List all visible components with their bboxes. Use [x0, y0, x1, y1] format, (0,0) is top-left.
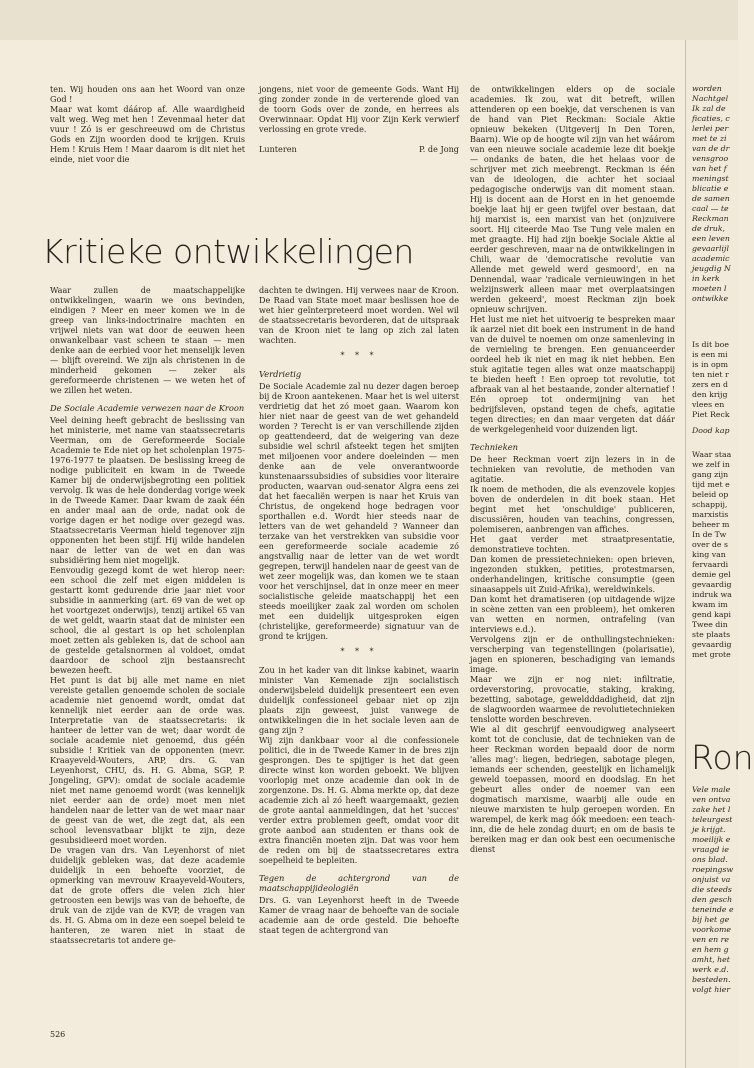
strip-line: van het f [692, 164, 727, 173]
strip-line: den gesch [692, 895, 733, 904]
strip-line: indruk wa [692, 590, 732, 599]
strip-line: voorkome [692, 925, 731, 934]
strip-line: zake het l [692, 805, 731, 814]
strip-line: Is dit boe [692, 340, 729, 349]
strip-line: teleurgest [692, 815, 733, 824]
paragraph: Veel deining heeft gebracht de beslissing van het ministerie, met name van staatssecretaris Veerman, om de Gereformeerde Sociale Academie te Ede niet op het scholenplan 1975-1976-1977 te plaatsen. De beslissing kreeg de nodige publiciteit en kwam in de Tweede Kamer bij de onderwijsbegroting een politiek vervolg. Ik was de hele donderdag vorige week in de Tweede Kamer. Daar kwam de zaak één en ander maal aan de orde, nadat ook de vorige dagen er het nodige over gezegd was. Staatssecretaris Veerman hield tegenover zijn opponenten het been stijf. Hij wilde handelen naar de letter van de wet en dan was subsidiëring hem niet mogelijk. [50, 415, 245, 565]
strip-line: je krijgt. [692, 825, 726, 834]
paragraph: Het gaat verder met straatpresentatie, demonstratieve tochten. [470, 534, 675, 554]
paragraph: Zou in het kader van dit linkse kabinet, waarin minister Van Kemenade zijn socialistisch onderwijsbeleid duidelijk presenteert een even duidelijk confessioneel gebaar niet op zijn plaats zijn geweest, juist vanwege de ontwikkelingen die in het sociale leven aan de gang zijn ? [259, 665, 459, 735]
paragraph: Wij zijn dankbaar voor al die confessionele politici, die in de Tweede Kamer in de bres zijn gesprongen. Des te spijtiger is het dat geen directe winst kon worden geboekt. We blijven voorlopig met onze academie dan ook in de zorgenzone. Ds. H. G. Abma merkte op, dat deze academie zich al zó heeft waargemaakt, gezien de grote aantal aanmeldingen, dat het 'succes' verder extra problemen geeft, omdat voor dit grote aanbod aan studenten er thans ook de extra financiën moeten zijn. Dat was voor hem de reden om bij de staatssecretares extra soepelheid te bepleiten. [259, 735, 459, 865]
strip-line: ficaties, c [692, 114, 730, 123]
strip-line: werk e.d. [692, 965, 729, 974]
strip-line: onjuist va [692, 875, 731, 884]
page-top-edge [0, 0, 738, 40]
top-column-1 [50, 84, 245, 164]
strip-block-a [692, 84, 752, 304]
paragraph: De Sociale Academie zal nu dezer dagen beroep bij de Kroon aantekenen. Maar het is wel uiterst verdrietig dat het zó moet gaan. Waarom kon hier niet naar de geest van de wet gehandeld worden ? Terecht is er van verschillende zijden op geattendeerd, dat de weigering van deze subsidie wel schril afsteekt tegen het smijten met miljoenen voor andere doeleinden — men denke aan de vele onverantwoorde kunstenaarssubsidies of subsidies voor literaire producten, waarvan oud-senator Algra eens zei dat het faecaliën werpen is naar het Kruis van Christus, de ongekend hoge bedragen voor sporthallen e.d. Wordt hier steeds naar de letters van de wet gehandeld ? Wanneer dan terzake van het verstrekken van subsidie voor een gereformeerde sociale academie zó angstvallig naar de letter van de wet wordt gegrepen, terwijl handelen naar de geest van de wet zeer mogelijk was, dan komen we te staan voor het verschijnsel, dat in onze meer en meer socialistische geleide maatschappij het een steeds moeilijker zaak zal worden om scholen met een duidelijk uitgesproken eigen (christelijke, gereformeerde) signatuur van de grond te krijgen. [259, 381, 459, 641]
subheading: Technieken [470, 442, 518, 452]
strip-line: In de Tw [692, 530, 727, 539]
subheading: Tegen de achtergrond van de maatschappijideologiën [259, 873, 459, 893]
intro-paragraph: Waar zullen de maatschappelijke ontwikkelingen, waarin we ons bevinden, eindigen ? Meer en meer komen we in de greep van links-indoctrinaire machten en vrijwel niets van wat door de eeuwen heen onwankelbaar vast scheen te staan — men denke aan de eerbied voor het menselijk leven — blijft overeind. We zijn als christenen in de minderheid gekomen — zeker als gereformeerde christenen — we weten het of we zillen het weten. [50, 285, 245, 395]
paragraph: ten. Wij houden ons aan het Woord van onze God ! [50, 84, 245, 104]
paragraph: dachten te dwingen. Hij verwees naar de Kroon. De Raad van State moet maar beslissen hoe de wet hier geïnterpreteerd moet worden. Wel wil de staatssecretaris bevorderen, dat de uitspraak van de Kroon niet te lang op zich zal laten wachten. [259, 285, 459, 345]
article-column-1 [50, 285, 245, 1005]
strip-line: fervaardi [692, 560, 729, 569]
article-column-2 [259, 285, 459, 1005]
strip-line: moeilijk e [692, 835, 731, 844]
strip-line: king van [692, 550, 726, 559]
strip-line: gevaardig [692, 640, 732, 649]
strip-block-d [692, 785, 752, 995]
strip-line: kwam im [692, 600, 728, 609]
strip-line: vensgroo [692, 154, 729, 163]
paragraph: Dan komt het dramatiseren (op uitdagende wijze in scène zetten van een probleem), het omkeren van wetten en normen, ontrafeling (van interviews e.d.). [470, 594, 675, 634]
strip-line: de druk, [692, 224, 726, 233]
strip-line: gang zijn [692, 470, 729, 479]
strip-line: gevaarlijl [692, 244, 729, 253]
paragraph: Eenvoudig gezegd komt de wet hierop neer: een school die zelf met eigen middelen is gestartt komt gedurende drie jaar niet voor subsidie in aanmerking (art. 69 van de wet op het voortgezet onderwijs), tenzij artikel 65 van de wet geldt, waarin staat dat de minister een school, die al gestart is op het scholenplan moet zetten als gebleken is, dat de school aan de gestelde getalsnormen al voldoet, omdat daardoor de school zijn bestaansrecht bewezen heeft. [50, 565, 245, 675]
paragraph: Ik noem de methoden, die als evenzovele kopjes boven de onderdelen in dit boek staan. Het begint met het 'onschuldige' publiceren, discussiëren, houden van teachins, congressen, polemiseren, aanbrengen van affiches. [470, 484, 675, 534]
strip-line: lerlei per [692, 124, 729, 133]
byline-place: Lunteren [259, 144, 297, 154]
paragraph: De heer Reckman voert zijn lezers in in de technieken van revolutie, de methoden van agitatie. [470, 454, 675, 484]
strip-line: bij het ge [692, 915, 730, 924]
strip-line: worden [692, 84, 722, 93]
strip-line: teneinde e [692, 905, 734, 914]
section-separator: * * * [340, 351, 378, 360]
strip-line: ontwikke [692, 294, 729, 303]
strip-line: meningst [692, 174, 729, 183]
strip-line: met grote [692, 650, 731, 659]
article-column-3 [470, 84, 675, 1009]
strip-line: besteden. [692, 975, 731, 984]
strip-line: en hem g [692, 945, 729, 954]
strip-line: Reckman [692, 214, 729, 223]
strip-line: die steeds [692, 885, 732, 894]
strip-line: ven ontva [692, 795, 731, 804]
strip-line: academic [692, 254, 730, 263]
paragraph: Maar we zijn er nog niet: infiltratie, ordeverstoring, provocatie, staking, kraking, bezetting, sabotage, geweldddadigheid, dat zijn de slagwoorden waarmee de revolutietechnieken tenslotte worden beschreven. [470, 674, 675, 724]
strip-line: een leven [692, 234, 730, 243]
section-separator: * * * [340, 647, 378, 656]
strip-line: ten niet r [692, 370, 729, 379]
page-number: 526 [50, 1030, 66, 1039]
strip-line: demie gel [692, 570, 731, 579]
subheading: De Sociale Academie verwezen naar de Kroon [50, 403, 245, 413]
strip-line: Piet Reck [692, 410, 730, 419]
strip-line: van de dr [692, 144, 730, 153]
strip-line: gevaardig [692, 580, 732, 589]
strip-line: vraagd ie [692, 845, 729, 854]
strip-line: is in opm [692, 360, 729, 369]
strip-block-c [692, 450, 752, 660]
strip-line: jeugdig N [692, 264, 731, 273]
strip-line: volgt hier [692, 985, 731, 994]
strip-line: met te zi [692, 134, 727, 143]
strip-line: gend kapi [692, 610, 731, 619]
paragraph: jongens, niet voor de gemeente Gods. Want Hij ging zonder zonde in de verterende gloed van de toorn Gods over de zonde, en herrees als Overwinnaar. Opdat Hij voor Zijn Kerk verwierf verlossing en grote vrede. [259, 84, 459, 134]
strip-line: ven en re [692, 935, 729, 944]
strip-line: roepingsw [692, 865, 734, 874]
strip-line: vlees en [692, 400, 725, 409]
strip-line: ons blad. [692, 855, 728, 864]
strip-line: den krijg [692, 390, 728, 399]
strip-line: schappij, [692, 500, 728, 509]
strip-headline: Ron [691, 738, 754, 777]
paragraph: de ontwikkelingen elders op de sociale academies. Ik zou, wat dit betreft, willen attenderen op een boekje, dat verschenen is van de hand van Piet Reckman: Sociale Aktie opnieuw bekeken (Uitgeverij In Den Toren, Baarn). Wie op de hoogte wil zijn van het wáárom van een nieuwe sociale academie leze dit boekje — ondanks de baten, die het helaas voor de schrijver met zich meebrengt. Reckman is één van de ideologen, die achter het sociaal pedagogische onderwijs van dit moment staan. Hij is docent aan de Horst en in het genoemde boekje laat hij er geen twijfel over bestaan, dat hij marxist is, een marxist van het (on)zuivere soort. Hij citeerde Mao Tse Tung vele malen en met graagte. Hij had zijn boekje Sociale Aktie al eerder geschreven, maar na de ontwikkelingen in Chili, waar de 'democratische revolutie van Allende met geweld werd gesmoord', en na Dennendal, waar 'radicale vernieuwingen in het welzijnswerk alleen maar met overplaatsingen werden gekeerd', moest Reckman zijn boek opnieuw schrijven. [470, 84, 675, 314]
paragraph: Dan komen de pressietechnieken: open brieven, ingezonden stukken, petities, protestmarsen, onderhandelingen, kritische consumptie (geen sinaasappels uit Zuid-Afrika), wereldwinkels. [470, 554, 675, 594]
strip-line: Nachtgel [692, 94, 729, 103]
strip-line: over de s [692, 540, 729, 549]
byline [259, 144, 459, 154]
strip-line: zers en d [692, 380, 729, 389]
article-headline: Kritieke ontwikkelingen [42, 232, 414, 271]
strip-line: caal — te [692, 204, 729, 213]
strip-line: beheer m [692, 520, 730, 529]
strip-line: amht, het [692, 955, 730, 964]
strip-subheading: Dood kap [692, 426, 730, 435]
strip-line: Vele male [692, 785, 731, 794]
strip-line: we zelf in [692, 460, 730, 469]
strip-line: Twee din [692, 620, 728, 629]
byline-author: P. de Jong [418, 144, 459, 154]
subheading: Verdrietig [259, 369, 302, 379]
top-column-2 [259, 84, 459, 174]
paragraph: Drs. G. van Leyenhorst heeft in de Tweede Kamer de vraag naar de behoefte van de sociale academie aan de orde gesteld. Die behoefte staat tegen de achtergrond van [259, 895, 459, 935]
paragraph: Maar wat komt dáárop af. Alle waardigheid valt weg. Weg met hen ! Zevenmaal heter dat vuur ! Zó is er geschreeuwd om de Christus Gods en Zijn woorden dood te krijgen. Kruis Hem ! Kruis Hem ! Maar daarom is dit niet het einde, niet voor die [50, 104, 245, 164]
strip-line: beleid op [692, 490, 729, 499]
strip-line: Waar staa [692, 450, 732, 459]
strip-line: de samen [692, 194, 730, 203]
strip-block-b [692, 340, 752, 420]
strip-line: tijd met e [692, 480, 730, 489]
strip-line: Ik zal de [692, 104, 726, 113]
strip-line: moeten l [692, 284, 727, 293]
paragraph: De vragen van drs. Van Leyenhorst of niet duidelijk gebleken was, dat deze academie duidelijk in een behoefte voorziet, de opmerking van mevrouw Kraayeveld-Wouters, dat de grote offers die velen zich hier getroosten een bewijs was van de behoefte, de druk van de zijde van de KVP, de vragen van ds. H. G. Abma om in deze een soepel beleid te hanteren, ze waren niet in staat de staatssecretaris tot andere ge- [50, 845, 245, 945]
paragraph: Wie al dit geschrijf eenvoudigweg analyseert komt tot de conclusie, dat de technieken van de heer Reckman worden bepaald door de norm 'alles mag': liegen, bedriegen, sabotage plegen, iemands eer schenden, geestelijk en lichamelijk geweld toepassen, moord en doodslag. En het gebeurt alles onder de noemer van een dogmatisch marxisme, waarbij alle oude en nieuwe marxisten te hulp geroepen worden. En warempel, de kerk mag óók meedoen: een teach-inn, die de hele zondag duurt; en om de basis te bereiken mag er dan ook best een oecumenische dienst [470, 724, 675, 854]
strip-line: ste plaats [692, 630, 731, 639]
strip-line: is een mi [692, 350, 728, 359]
paragraph: Het lust me niet het uitvoerig te bespreken maar ik aarzel niet dit boek een instrument in de hand van de duivel te noemen om onze samenleving in de vernieling te brengen. Een genuanceerder oordeel heb ik niet en mag ik niet hebben. Een stuk agitatie tegen alles wat onze maatschappij te bieden heeft ! Een oproep tot revolutie, tot afbraak van al het bestaande, zonder alternatief ! Eén oproep tot ondermijning van het bedrijfsleven, opstand tegen de chefs, agitatie tegen directies; en dan maar vergeten dat dáár de werkgelegenheid voor duizenden ligt. [470, 314, 675, 434]
paragraph: Vervolgens zijn er de onthullingstechnieken: verscherping van tegenstellingen (polarisatie), jagen en spioneren, beschadiging van iemands image. [470, 634, 675, 674]
strip-line: marxistis [692, 510, 729, 519]
next-page-strip [685, 40, 754, 1068]
strip-line: in kerk [692, 274, 720, 283]
strip-line: blicatie e [692, 184, 729, 193]
paragraph: Het punt is dat bij alle met name en niet vereiste getallen genoemde scholen de sociale academie niet genoemd wordt, omdat dat kennelijk niet eerder aan de orde was. Interpretatie van de staatssecretaris: ik hanteer de letter van de wet; daar wordt de sociale academie niet genoemd, dus géén subsidie ! Kritiek van de opponenten (mevr. Kraayeveld-Wouters, ARP, drs. G. van Leyenhorst, CHU, ds. H. G. Abma, SGP, P. Jongeling, GPV): omdat de sociale academie niet met name genoemd wordt (was kennelijk niet eerder aan de orde) moet men niet handelen naar de letter van de wet maar naar de geest van de wet, die zegt dat, als een school levensvatbaar blijkt te zijn, deze gesubsidieerd moet worden. [50, 675, 245, 845]
